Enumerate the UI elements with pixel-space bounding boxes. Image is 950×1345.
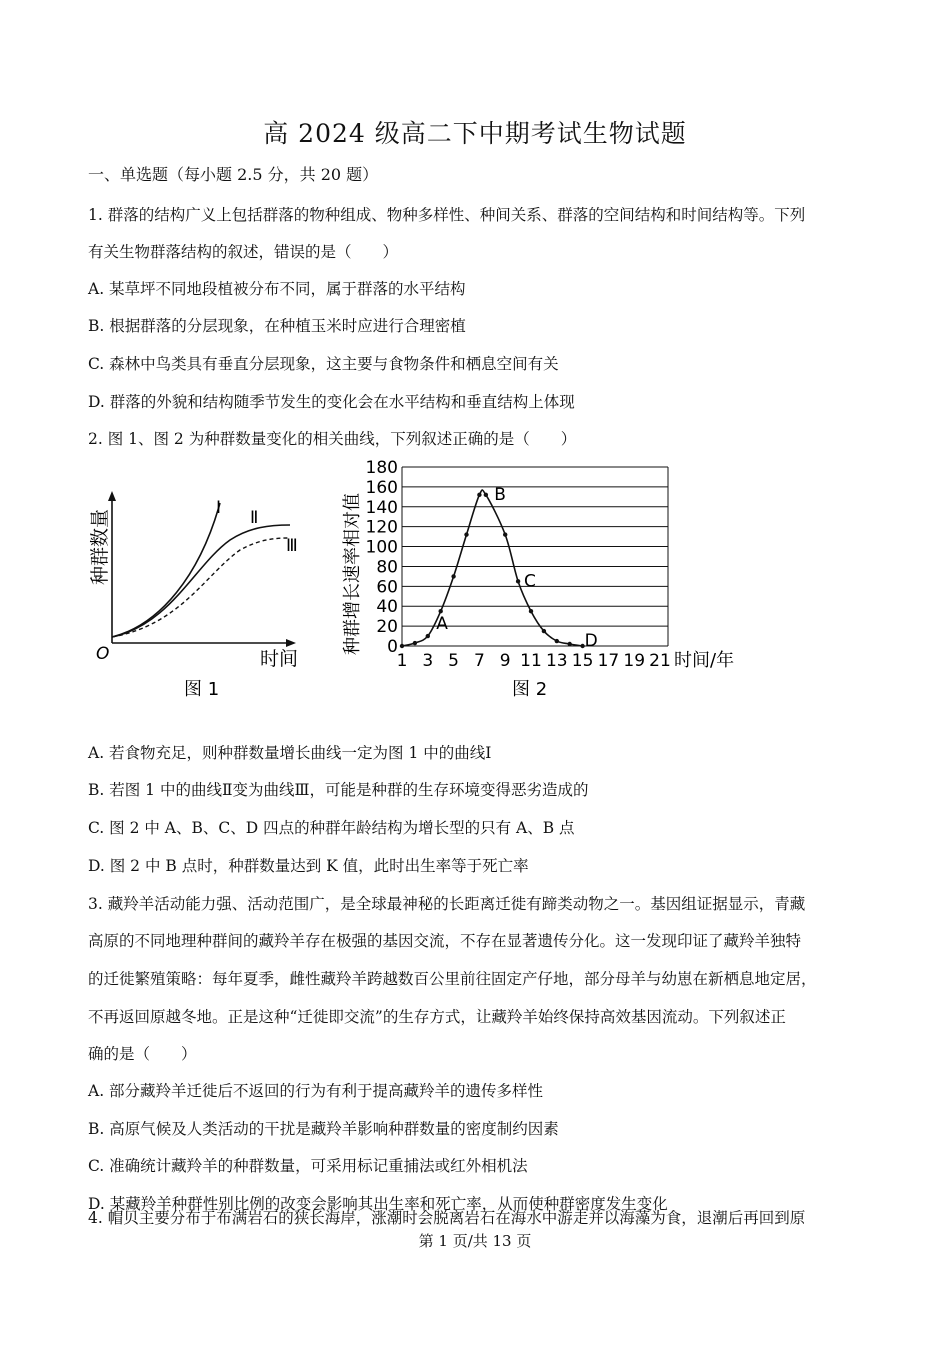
q4-stem-line1: 4. 帽贝主要分布于布满岩石的狭长海岸，涨潮时会脱离岩石在海水中游走并以海藻为食，退潮后再回到原 <box>88 1209 806 1227</box>
fig2-point-label: D <box>584 631 598 652</box>
fig2-y-tick-label: 40 <box>376 597 398 618</box>
fig2-y-tick-label: 0 <box>387 637 398 657</box>
fig2-y-tick-label: 160 <box>365 477 398 498</box>
fig2-data-point <box>477 493 481 497</box>
fig2-x-tick-label: 13 <box>545 651 568 671</box>
figure-2-chart <box>330 455 760 705</box>
fig2-data-point <box>426 634 430 638</box>
fig2-data-point <box>555 639 559 643</box>
fig2-x-tick-label: 15 <box>571 651 594 671</box>
fig2-data-point <box>413 641 417 645</box>
fig2-y-tick-label: 100 <box>365 537 398 558</box>
q3-option-c: C. 准确统计藏羚羊的种群数量，可采用标记重捕法或红外相机法 <box>88 1157 528 1175</box>
fig2-y-tick-label: 60 <box>376 577 398 598</box>
q3-stem-line3: 的迁徙繁殖策略：每年夏季，雌性藏羚羊跨越数百公里前往固定产仔地，部分母羊与幼崽在新栖息地定居， <box>88 970 817 988</box>
q3-stem-line1: 3. 藏羚羊活动能力强、活动范围广，是全球最神秘的长距离迁徙有蹄类动物之一。基因组证据显示，青藏 <box>88 895 806 913</box>
fig2-ylabel: 种群增长速率相对值 <box>342 493 363 655</box>
fig2-y-tick-label: 80 <box>376 557 398 578</box>
q3-option-d: D. 某藏羚羊种群性别比例的改变会影响其出生率和死亡率，从而使种群密度发生变化 <box>88 1195 668 1213</box>
fig2-x-tick-label: 3 <box>422 651 434 671</box>
fig2-x-tick-label: 19 <box>623 651 646 671</box>
fig2-x-tick-label: 21 <box>649 651 671 671</box>
fig1-y-arrow <box>108 491 116 501</box>
fig2-x-tick-label: 1 <box>396 651 408 671</box>
q2-option-d: D. 图 2 中 B 点时，种群数量达到 K 值，此时出生率等于死亡率 <box>88 857 529 875</box>
fig1-curve-I <box>112 503 220 637</box>
fig1-label-III: Ⅲ <box>286 536 298 556</box>
q3-option-b: B. 高原气候及人类活动的干扰是藏羚羊影响种群数量的密度制约因素 <box>88 1120 559 1138</box>
q2-option-b: B. 若图 1 中的曲线Ⅱ变为曲线Ⅲ，可能是种群的生存环境变得恶劣造成的 <box>88 781 589 799</box>
fig2-x-tick-label: 11 <box>520 651 542 671</box>
fig1-label-I: Ⅰ <box>216 498 222 518</box>
fig1-x-arrow <box>286 639 296 647</box>
fig1-xlabel: 时间 <box>260 648 299 670</box>
fig1-ylabel: 种群数量 <box>89 508 111 585</box>
section-heading: 一、单选题（每小题 2.5 分，共 20 题） <box>88 165 379 184</box>
fig2-y-tick-label: 180 <box>365 458 398 478</box>
q2-stem: 2. 图 1、图 2 为种群数量变化的相关曲线，下列叙述正确的是（ ） <box>88 430 577 448</box>
fig2-caption: 图 2 <box>512 679 548 700</box>
fig2-x-tick-label: 5 <box>448 651 460 671</box>
fig2-x-tick-label: 7 <box>473 651 485 671</box>
page-title: 高 2024 级高二下中期考试生物试题 <box>263 119 687 148</box>
fig2-point-label: B <box>494 484 506 505</box>
q1-stem-line2: 有关生物群落结构的叙述，错误的是（ ） <box>88 243 399 261</box>
q3-stem-line2: 高原的不同地理种群间的藏羚羊存在极强的基因交流，不存在显著遗传分化。这一发现印证了藏羚羊独特 <box>88 932 802 950</box>
page-footer: 第 1 页/共 13 页 <box>418 1232 532 1250</box>
fig2-data-point <box>451 574 455 578</box>
fig2-data-point <box>400 644 404 648</box>
fig2-data-point <box>439 609 443 613</box>
q2-option-a: A. 若食物充足，则种群数量增长曲线一定为图 1 中的曲线Ⅰ <box>88 744 492 762</box>
fig2-data-point <box>503 532 507 536</box>
fig2-data-point <box>529 609 533 613</box>
fig1-caption: 图 1 <box>184 679 220 700</box>
fig2-point-label: A <box>436 614 448 635</box>
fig2-growth-curve <box>402 490 583 646</box>
fig2-x-tick-label: 17 <box>597 651 620 671</box>
fig2-data-point <box>568 642 572 646</box>
fig1-origin: O <box>96 644 110 664</box>
fig2-data-point <box>464 532 468 536</box>
fig1-label-II: Ⅱ <box>250 508 259 528</box>
q1-stem-line1: 1. 群落的结构广义上包括群落的物种组成、物种多样性、种间关系、群落的空间结构和时间结构等。下列 <box>88 206 806 224</box>
q3-stem-line4: 不再返回原越冬地。正是这种“迁徙即交流”的生存方式，让藏羚羊始终保持高效基因流动。下列叙述正 <box>88 1008 786 1026</box>
fig1-curve-II <box>112 525 290 637</box>
fig2-data-point <box>516 579 520 583</box>
fig2-y-tick-label: 140 <box>365 497 398 518</box>
figure-1 <box>80 455 320 705</box>
q1-option-a: A. 某草坪不同地段植被分布不同，属于群落的水平结构 <box>88 280 466 298</box>
fig2-point-label: C <box>523 571 536 592</box>
fig2-y-tick-label: 20 <box>376 617 398 638</box>
fig2-x-tick-label: 9 <box>499 651 511 671</box>
q2-option-c: C. 图 2 中 A、B、C、D 四点的种群年龄结构为增长型的只有 A、B 点 <box>88 819 575 837</box>
q1-option-b: B. 根据群落的分层现象，在种植玉米时应进行合理密植 <box>88 317 466 335</box>
q1-option-c: C. 森林中鸟类具有垂直分层现象，这主要与食物条件和栖息空间有关 <box>88 355 559 373</box>
fig2-xlabel: 时间/年 <box>674 650 735 671</box>
fig2-data-point <box>484 493 488 497</box>
fig2-data-point <box>542 629 546 633</box>
q3-stem-line5: 确的是（ ） <box>88 1045 197 1063</box>
q1-option-d: D. 群落的外貌和结构随季节发生的变化会在水平结构和垂直结构上体现 <box>88 393 575 411</box>
q3-option-a: A. 部分藏羚羊迁徙后不返回的行为有利于提高藏羚羊的遗传多样性 <box>88 1082 544 1100</box>
fig2-y-tick-label: 120 <box>365 517 398 538</box>
